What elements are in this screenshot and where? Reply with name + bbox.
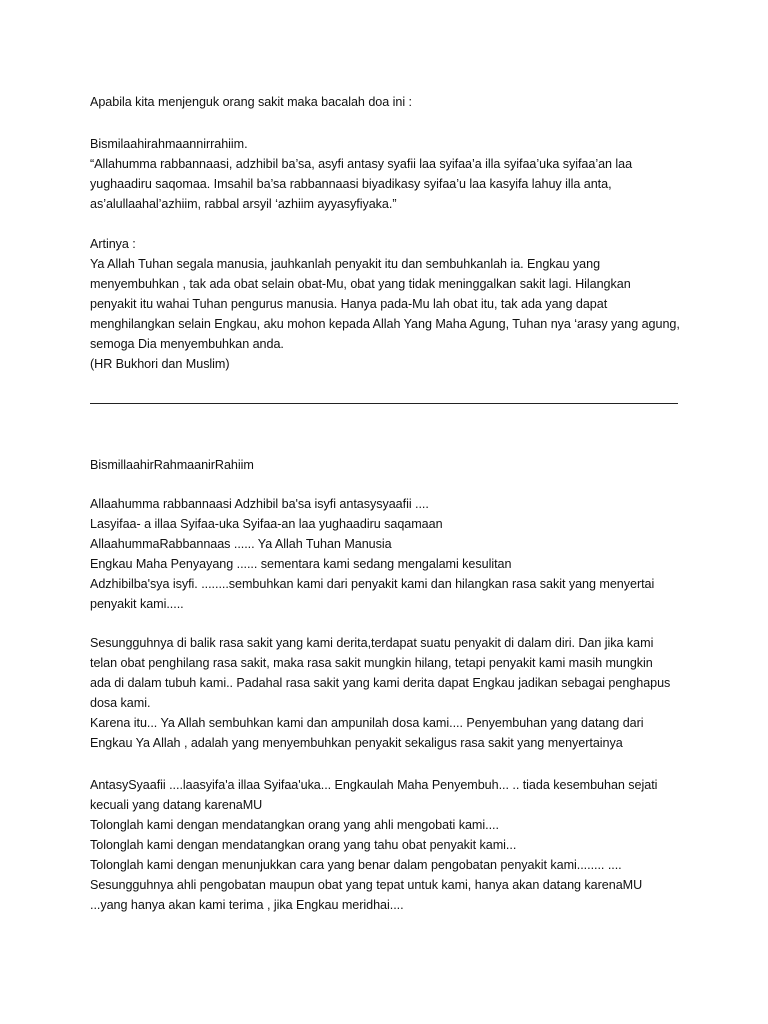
- paragraph-line: ada di dalam tubuh kami.. Padahal rasa sakit yang kami derita dapat Engkau jadikan sebagai penghapus: [90, 676, 671, 690]
- paragraph-line: Sesungguhnya ahli pengobatan maupun obat yang tepat untuk kami, hanya akan datang karenaMU: [90, 878, 643, 892]
- meaning-label: Artinya :: [90, 237, 136, 251]
- section2-group3: [90, 775, 690, 915]
- doa-line: Lasyifaa- a illaa Syifaa-uka Syifaa-an laa yughaadiru saqamaan: [90, 517, 443, 531]
- doa-line: Allaahumma rabbannaasi Adzhibil ba'sa isyfi antasysyaafii ....: [90, 497, 429, 511]
- doa-line: AllaahummaRabbannaas ...... Ya Allah Tuhan Manusia: [90, 537, 392, 551]
- meaning-line: semoga Dia menyembuhkan anda.: [90, 337, 284, 351]
- section2-group1: [90, 494, 690, 614]
- paragraph-line: Sesungguhnya di balik rasa sakit yang kami derita,terdapat suatu penyakit di dalam diri. Dan jika kami: [90, 636, 654, 650]
- prayer-line: yughaadiru saqomaa. Imsahil ba’sa rabbannaasi biyadikasy syifaa’u laa kasyifa lahuy illa anta,: [90, 177, 612, 191]
- meaning-line: menghilangkan selain Engkau, aku mohon kepada Allah Yang Maha Agung, Tuhan nya ‘arasy yang agung,: [90, 317, 680, 331]
- paragraph-line: Karena itu... Ya Allah sembuhkan kami dan ampunilah dosa kami.... Penyembuhan yang datang dari: [90, 716, 644, 730]
- meaning-line: Ya Allah Tuhan segala manusia, jauhkanlah penyakit itu dan sembuhkanlah ia. Engkau yang: [90, 257, 601, 271]
- paragraph-line: Tolonglah kami dengan mendatangkan orang yang tahu obat penyakit kami...: [90, 838, 517, 852]
- paragraph-line: dosa kami.: [90, 696, 151, 710]
- paragraph-line: AntasySyaafii ....laasyifa'a illaa Syifaa'uka... Engkaulah Maha Penyembuh... .. tiada kesembuhan sejati: [90, 778, 658, 792]
- intro-text: Apabila kita menjenguk orang sakit maka bacalah doa ini :: [90, 95, 412, 109]
- paragraph-line: kecuali yang datang karenaMU: [90, 798, 263, 812]
- paragraph-line: Tolonglah kami dengan menunjukkan cara yang benar dalam pengobatan penyakit kami........ ....: [90, 858, 622, 872]
- paragraph-line: Engkau Ya Allah , adalah yang menyembuhkan penyakit sekaligus rasa sakit yang menyertainya: [90, 736, 623, 750]
- section2-basmalah-block: [90, 455, 690, 475]
- section2-group2: [90, 633, 690, 753]
- doa-line: Adzhibilba'sya isyfi. ........sembuhkan kami dari penyakit kami dan hilangkan rasa sakit yang menyertai: [90, 577, 655, 591]
- prayer-line: “Allahumma rabbannaasi, adzhibil ba’sa, asyfi antasy syafii laa syifaa’a illa syifaa’uka syifaa’an laa: [90, 157, 633, 171]
- meaning-line: menyembuhkan , tak ada obat selain obat-Mu, obat yang tidak meninggalkan sakit lagi. Hilangkan: [90, 277, 631, 291]
- section1-prayer-block: [90, 134, 690, 214]
- prayer-line: as’alullaahal’azhiim, rabbal arsyil ‘azhiim ayyasyfiyaka.”: [90, 197, 397, 211]
- citation-text: (HR Bukhori dan Muslim): [90, 357, 230, 371]
- doa-line: Engkau Maha Penyayang ...... sementara kami sedang mengalami kesulitan: [90, 557, 512, 571]
- section1-meaning-block: [90, 234, 690, 374]
- basmalah-text: Bismilaahirahmaannirrahiim.: [90, 137, 248, 151]
- paragraph-line: ...yang hanya akan kami terima , jika Engkau meridhai....: [90, 898, 404, 912]
- paragraph-line: telan obat penghilang rasa sakit, maka rasa sakit mungkin hilang, tetapi penyakit kami masih mungkin: [90, 656, 653, 670]
- doa-line: penyakit kami.....: [90, 597, 184, 611]
- horizontal-divider: [90, 403, 678, 404]
- basmalah-heading: BismillaahirRahmaanirRahiim: [90, 458, 254, 472]
- meaning-line: penyakit itu wahai Tuhan pengurus manusia. Hanya pada-Mu lah obat itu, tak ada yang dapat: [90, 297, 608, 311]
- section1-intro-block: [90, 92, 690, 112]
- paragraph-line: Tolonglah kami dengan mendatangkan orang yang ahli mengobati kami....: [90, 818, 499, 832]
